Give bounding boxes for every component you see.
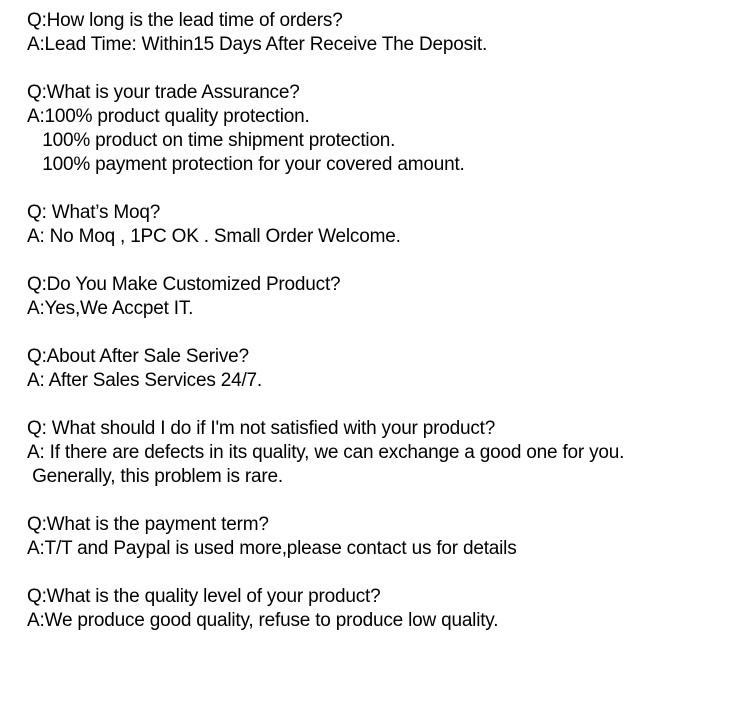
question-text: Q:What is the payment term? bbox=[27, 514, 269, 535]
question-text: Q:What is your trade Assurance? bbox=[27, 82, 300, 103]
faq-item-payment-term bbox=[27, 513, 727, 561]
answer-text: A:T/T and Paypal is used more,please contact us for details bbox=[27, 538, 517, 559]
answer-text: A: No Moq , 1PC OK . Small Order Welcome. bbox=[27, 226, 401, 247]
faq-item-after-sale bbox=[27, 345, 727, 393]
question-text: Q:What is the quality level of your product? bbox=[27, 586, 381, 607]
question-text: Q: What’s Moq? bbox=[27, 202, 161, 223]
answer-text: A:Lead Time: Within15 Days After Receive The Deposit. bbox=[27, 34, 488, 55]
question-text: Q:About After Sale Serive? bbox=[27, 346, 249, 367]
question-text: Q:Do You Make Customized Product? bbox=[27, 274, 341, 295]
answer-text: A:Yes,We Accpet IT. bbox=[27, 298, 194, 319]
answer-text: A:100% product quality protection. bbox=[27, 106, 310, 127]
faq-item-not-satisfied bbox=[27, 417, 727, 489]
faq-item-quality-level bbox=[27, 585, 727, 633]
answer-text: 100% payment protection for your covered amount. bbox=[27, 154, 465, 175]
answer-text: 100% product on time shipment protection. bbox=[27, 130, 396, 151]
answer-text: Generally, this problem is rare. bbox=[27, 466, 283, 487]
faq-item-moq bbox=[27, 201, 727, 249]
answer-text: A: After Sales Services 24/7. bbox=[27, 370, 262, 391]
faq-item-trade-assurance bbox=[27, 81, 727, 177]
faq-item-lead-time bbox=[27, 9, 727, 57]
question-text: Q:How long is the lead time of orders? bbox=[27, 10, 343, 31]
answer-text: A:We produce good quality, refuse to produce low quality. bbox=[27, 610, 499, 631]
answer-text: A: If there are defects in its quality, we can exchange a good one for you. bbox=[27, 442, 625, 463]
question-text: Q: What should I do if I'm not satisfied with your product? bbox=[27, 418, 496, 439]
faq-item-customized bbox=[27, 273, 727, 321]
faq-document bbox=[27, 9, 727, 657]
